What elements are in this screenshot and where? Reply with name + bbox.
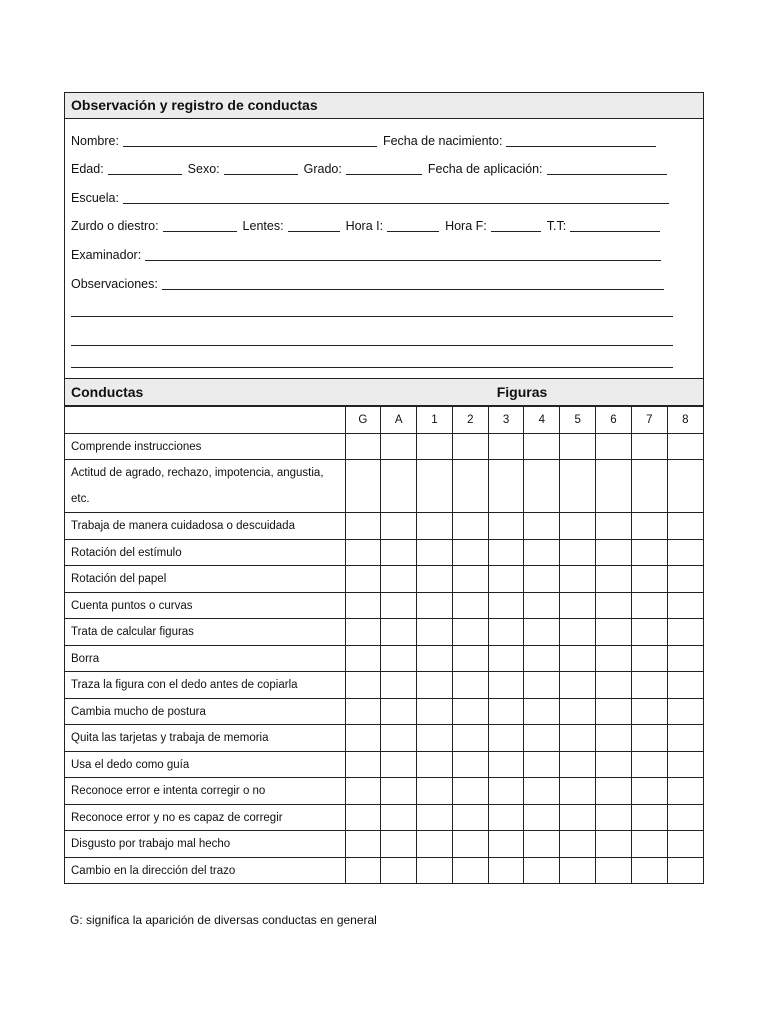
observaciones-line[interactable] (71, 293, 697, 322)
mark-cell[interactable] (667, 645, 703, 672)
mark-cell[interactable] (560, 804, 596, 831)
mark-cell[interactable] (524, 513, 560, 540)
mark-cell[interactable] (345, 566, 381, 593)
escuela-field[interactable] (123, 189, 669, 204)
mark-cell[interactable] (631, 433, 667, 460)
mark-cell[interactable] (345, 433, 381, 460)
examinador-field[interactable] (145, 246, 661, 261)
mark-cell[interactable] (417, 698, 453, 725)
mark-cell[interactable] (381, 592, 417, 619)
behavior-label: Rotación del estímulo (65, 539, 345, 566)
conductas-header: Conductas (71, 383, 144, 400)
mark-cell[interactable] (631, 804, 667, 831)
mark-cell[interactable] (381, 513, 417, 540)
mark-cell[interactable] (417, 645, 453, 672)
mark-cell[interactable] (345, 672, 381, 699)
mark-cell[interactable] (488, 592, 524, 619)
mark-cell[interactable] (381, 539, 417, 566)
tt-field[interactable] (570, 217, 660, 232)
mark-cell[interactable] (667, 698, 703, 725)
mark-cell[interactable] (345, 804, 381, 831)
mark-cell[interactable] (667, 831, 703, 858)
mark-cell[interactable] (524, 645, 560, 672)
edad-label: Edad: (71, 162, 104, 177)
mark-cell[interactable] (345, 751, 381, 778)
mark-cell[interactable] (452, 566, 488, 593)
mark-cell[interactable] (560, 460, 596, 513)
sexo-field[interactable] (224, 160, 298, 175)
nombre-label: Nombre: (71, 133, 119, 148)
mark-cell[interactable] (488, 672, 524, 699)
mark-cell[interactable] (560, 778, 596, 805)
mark-cell[interactable] (488, 513, 524, 540)
mark-cell[interactable] (345, 698, 381, 725)
mark-cell[interactable] (596, 619, 632, 646)
mark-cell[interactable] (488, 857, 524, 883)
mark-cell[interactable] (524, 751, 560, 778)
mark-cell[interactable] (417, 592, 453, 619)
mark-cell[interactable] (381, 566, 417, 593)
mark-cell[interactable] (631, 831, 667, 858)
column-header-row (65, 406, 703, 433)
mark-cell[interactable] (488, 778, 524, 805)
mark-cell[interactable] (596, 857, 632, 883)
mark-cell[interactable] (381, 751, 417, 778)
mark-cell[interactable] (381, 698, 417, 725)
table-row (65, 672, 703, 699)
fecha-nacimiento-label: Fecha de nacimiento: (382, 133, 503, 148)
column-header: 1 (417, 406, 453, 433)
nombre-field[interactable] (123, 132, 377, 147)
mark-cell[interactable] (596, 460, 632, 513)
mark-cell[interactable] (417, 725, 453, 752)
mark-cell[interactable] (452, 778, 488, 805)
behavior-grid (65, 406, 703, 884)
mark-cell[interactable] (596, 698, 632, 725)
mark-cell[interactable] (524, 672, 560, 699)
edad-field[interactable] (108, 160, 182, 175)
table-row (65, 725, 703, 752)
lentes-field[interactable] (288, 217, 340, 232)
table-section-header (65, 378, 703, 406)
mark-cell[interactable] (631, 619, 667, 646)
mark-cell[interactable] (524, 804, 560, 831)
mark-cell[interactable] (524, 725, 560, 752)
mark-cell[interactable] (452, 672, 488, 699)
mark-cell[interactable] (667, 566, 703, 593)
table-row (65, 751, 703, 778)
mark-cell[interactable] (417, 751, 453, 778)
mark-cell[interactable] (524, 698, 560, 725)
escuela-label: Escuela: (71, 190, 119, 205)
table-row (65, 857, 703, 883)
mark-cell[interactable] (631, 778, 667, 805)
mark-cell[interactable] (452, 751, 488, 778)
mark-cell[interactable] (560, 751, 596, 778)
mark-cell[interactable] (452, 433, 488, 460)
mark-cell[interactable] (560, 725, 596, 752)
mark-cell[interactable] (417, 513, 453, 540)
mark-cell[interactable] (381, 672, 417, 699)
mark-cell[interactable] (488, 725, 524, 752)
mark-cell[interactable] (345, 539, 381, 566)
behavior-label: Reconoce error e intenta corregir o no (65, 778, 345, 805)
mark-cell[interactable] (560, 539, 596, 566)
mark-cell[interactable] (560, 566, 596, 593)
behavior-label: Cuenta puntos o curvas (65, 592, 345, 619)
mark-cell[interactable] (452, 831, 488, 858)
header-blank-cell (65, 406, 345, 433)
mark-cell[interactable] (381, 725, 417, 752)
mark-cell[interactable] (560, 857, 596, 883)
mark-cell[interactable] (596, 513, 632, 540)
observation-form (64, 92, 704, 884)
mark-cell[interactable] (488, 460, 524, 513)
table-row (65, 619, 703, 646)
mark-cell[interactable] (560, 619, 596, 646)
behavior-label: Trabaja de manera cuidadosa o descuidada (65, 513, 345, 540)
column-header: 8 (667, 406, 703, 433)
examinador-label: Examinador: (71, 247, 142, 262)
behavior-label: Cambio en la dirección del trazo (65, 857, 345, 883)
fecha-aplicacion-field[interactable] (547, 160, 667, 175)
mark-cell[interactable] (345, 725, 381, 752)
form-title: Observación y registro de conductas (65, 93, 703, 119)
behavior-label: Cambia mucho de postura (65, 698, 345, 725)
mark-cell[interactable] (560, 672, 596, 699)
mark-cell[interactable] (417, 460, 453, 513)
column-header: A (381, 406, 417, 433)
table-row (65, 804, 703, 831)
mark-cell[interactable] (488, 619, 524, 646)
zurdo-diestro-field[interactable] (163, 217, 237, 232)
mark-cell[interactable] (452, 645, 488, 672)
table-row (65, 566, 703, 593)
mark-cell[interactable] (524, 778, 560, 805)
hora-f-label: Hora F: (445, 219, 487, 234)
mark-cell[interactable] (381, 857, 417, 883)
mark-cell[interactable] (417, 539, 453, 566)
personal-data-fields (65, 119, 703, 378)
mark-cell[interactable] (488, 751, 524, 778)
mark-cell[interactable] (417, 672, 453, 699)
sexo-label: Sexo: (187, 162, 220, 177)
behavior-label: Rotación del papel (65, 566, 345, 593)
mark-cell[interactable] (345, 592, 381, 619)
mark-cell[interactable] (381, 645, 417, 672)
hora-f-field[interactable] (491, 217, 541, 232)
behavior-label: Trata de calcular figuras (65, 619, 345, 646)
mark-cell[interactable] (667, 778, 703, 805)
observaciones-line[interactable] (71, 321, 697, 350)
column-header: 5 (560, 406, 596, 433)
mark-cell[interactable] (667, 539, 703, 566)
mark-cell[interactable] (381, 778, 417, 805)
behavior-label: Disgusto por trabajo mal hecho (65, 831, 345, 858)
mark-cell[interactable] (417, 566, 453, 593)
mark-cell[interactable] (631, 539, 667, 566)
mark-cell[interactable] (596, 645, 632, 672)
mark-cell[interactable] (631, 566, 667, 593)
mark-cell[interactable] (345, 645, 381, 672)
mark-cell[interactable] (524, 433, 560, 460)
mark-cell[interactable] (488, 645, 524, 672)
footnote: G: significa la aparición de diversas conductas en general (70, 913, 377, 927)
table-row (65, 645, 703, 672)
mark-cell[interactable] (452, 460, 488, 513)
mark-cell[interactable] (488, 831, 524, 858)
field-row-edad (71, 150, 697, 179)
mark-cell[interactable] (381, 619, 417, 646)
column-header: 6 (596, 406, 632, 433)
mark-cell[interactable] (417, 857, 453, 883)
mark-cell[interactable] (345, 778, 381, 805)
mark-cell[interactable] (488, 566, 524, 593)
behavior-grid-body (65, 406, 703, 883)
mark-cell[interactable] (596, 725, 632, 752)
mark-cell[interactable] (667, 672, 703, 699)
mark-cell[interactable] (560, 698, 596, 725)
table-row (65, 513, 703, 540)
grado-label: Grado: (303, 162, 342, 177)
mark-cell[interactable] (488, 804, 524, 831)
mark-cell[interactable] (524, 592, 560, 619)
observaciones-field[interactable] (162, 275, 664, 290)
mark-cell[interactable] (381, 460, 417, 513)
mark-cell[interactable] (667, 433, 703, 460)
fecha-aplicacion-label: Fecha de aplicación: (427, 162, 543, 177)
mark-cell[interactable] (524, 566, 560, 593)
mark-cell[interactable] (631, 725, 667, 752)
mark-cell[interactable] (596, 566, 632, 593)
zurdo-diestro-label: Zurdo o diestro: (71, 219, 159, 234)
mark-cell[interactable] (452, 857, 488, 883)
mark-cell[interactable] (452, 725, 488, 752)
mark-cell[interactable] (596, 804, 632, 831)
hora-i-label: Hora I: (345, 219, 384, 234)
mark-cell[interactable] (667, 804, 703, 831)
mark-cell[interactable] (488, 433, 524, 460)
mark-cell[interactable] (596, 539, 632, 566)
field-row-observaciones (71, 264, 697, 293)
behavior-label: Actitud de agrado, rechazo, impotencia, angustia, etc. (65, 460, 345, 513)
table-row (65, 539, 703, 566)
mark-cell[interactable] (417, 619, 453, 646)
table-row (65, 592, 703, 619)
hora-i-field[interactable] (387, 217, 439, 232)
mark-cell[interactable] (667, 619, 703, 646)
mark-cell[interactable] (631, 592, 667, 619)
behavior-label: Quita las tarjetas y trabaja de memoria (65, 725, 345, 752)
column-header: G (345, 406, 381, 433)
column-header: 4 (524, 406, 560, 433)
mark-cell[interactable] (524, 539, 560, 566)
mark-cell[interactable] (452, 513, 488, 540)
column-header: 7 (631, 406, 667, 433)
table-row (65, 698, 703, 725)
mark-cell[interactable] (417, 804, 453, 831)
field-row-escuela (71, 178, 697, 207)
lentes-label: Lentes: (242, 219, 284, 234)
behavior-label: Reconoce error y no es capaz de corregir (65, 804, 345, 831)
table-row (65, 433, 703, 460)
mark-cell[interactable] (524, 619, 560, 646)
table-row (65, 831, 703, 858)
column-header: 2 (452, 406, 488, 433)
mark-cell[interactable] (667, 592, 703, 619)
mark-cell[interactable] (452, 619, 488, 646)
field-row-nombre (71, 121, 697, 150)
fecha-nacimiento-field[interactable] (506, 132, 656, 147)
mark-cell[interactable] (631, 513, 667, 540)
mark-cell[interactable] (560, 592, 596, 619)
column-header: 3 (488, 406, 524, 433)
mark-cell[interactable] (631, 460, 667, 513)
mark-cell[interactable] (596, 592, 632, 619)
mark-cell[interactable] (345, 619, 381, 646)
mark-cell[interactable] (345, 513, 381, 540)
mark-cell[interactable] (596, 433, 632, 460)
mark-cell[interactable] (345, 831, 381, 858)
mark-cell[interactable] (560, 645, 596, 672)
behavior-label: Traza la figura con el dedo antes de copiarla (65, 672, 345, 699)
mark-cell[interactable] (631, 672, 667, 699)
mark-cell[interactable] (452, 592, 488, 619)
mark-cell[interactable] (667, 460, 703, 513)
mark-cell[interactable] (596, 751, 632, 778)
mark-cell[interactable] (345, 857, 381, 883)
behavior-label: Comprende instrucciones (65, 433, 345, 460)
mark-cell[interactable] (667, 513, 703, 540)
mark-cell[interactable] (345, 460, 381, 513)
mark-cell[interactable] (381, 433, 417, 460)
table-row (65, 778, 703, 805)
field-row-zurdo (71, 207, 697, 236)
mark-cell[interactable] (381, 831, 417, 858)
mark-cell[interactable] (524, 857, 560, 883)
mark-cell[interactable] (631, 698, 667, 725)
mark-cell[interactable] (596, 778, 632, 805)
mark-cell[interactable] (417, 433, 453, 460)
tt-label: T.T: (546, 219, 567, 234)
mark-cell[interactable] (560, 513, 596, 540)
mark-cell[interactable] (560, 433, 596, 460)
mark-cell[interactable] (524, 831, 560, 858)
mark-cell[interactable] (596, 672, 632, 699)
mark-cell[interactable] (488, 539, 524, 566)
mark-cell[interactable] (667, 725, 703, 752)
mark-cell[interactable] (452, 804, 488, 831)
mark-cell[interactable] (417, 831, 453, 858)
figuras-header: Figuras (496, 383, 548, 400)
mark-cell[interactable] (560, 831, 596, 858)
observaciones-line[interactable] (71, 350, 697, 372)
mark-cell[interactable] (631, 645, 667, 672)
behavior-label: Usa el dedo como guía (65, 751, 345, 778)
observaciones-label: Observaciones: (71, 276, 158, 291)
mark-cell[interactable] (452, 698, 488, 725)
mark-cell[interactable] (596, 831, 632, 858)
grado-field[interactable] (346, 160, 422, 175)
table-row (65, 460, 703, 513)
mark-cell[interactable] (381, 804, 417, 831)
mark-cell[interactable] (488, 698, 524, 725)
mark-cell[interactable] (631, 751, 667, 778)
field-row-examinador (71, 235, 697, 264)
mark-cell[interactable] (417, 778, 453, 805)
mark-cell[interactable] (524, 460, 560, 513)
behavior-label: Borra (65, 645, 345, 672)
mark-cell[interactable] (452, 539, 488, 566)
mark-cell[interactable] (667, 857, 703, 883)
mark-cell[interactable] (631, 857, 667, 883)
mark-cell[interactable] (667, 751, 703, 778)
